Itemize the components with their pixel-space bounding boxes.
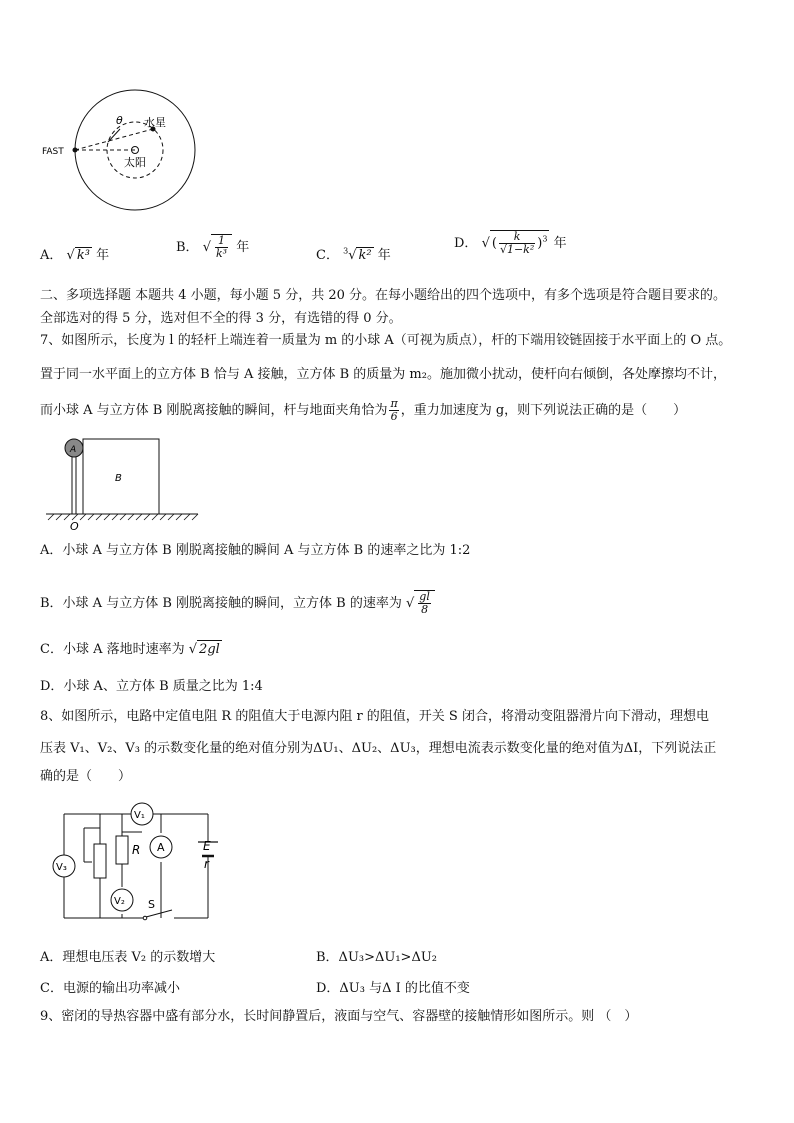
q6-option-d: D． √ ( $\frac{k}{\text{√1−k²}}$ )$^3$ 年 <box>454 230 567 256</box>
cube-b-label: B <box>115 473 122 484</box>
resistor-r <box>116 836 128 864</box>
q6-option-b: B． √ $\frac{1}{\text{k³}}$ 年 <box>176 234 250 260</box>
switch-lever <box>146 910 172 917</box>
q7-option-b: B．小球 A 与立方体 B 刚脱离接触的瞬间，立方体 B 的速率为 √ $\frac{gl}{8}$ <box>40 590 435 616</box>
circuit-wires <box>64 814 208 918</box>
voltmeter-v3-label: V₃ <box>56 862 67 873</box>
q7-line1: 7、如图所示，长度为 l 的轻杆上端连着一质量为 m 的小球 A（可视为质点），杆的下端用铰链固接于水平面上的 O 点。 <box>40 333 732 348</box>
q8-option-d: D．ΔU₃ 与Δ I 的比值不变 <box>316 981 470 996</box>
q8-line3: 确的是（ ） <box>40 769 132 784</box>
q8-option-c: C．电源的输出功率减小 <box>40 981 180 996</box>
q7-option-a: A．小球 A 与立方体 B 刚脱离接触的瞬间 A 与立方体 B 的速率之比为 1:2 <box>40 543 471 558</box>
mercury-label: 水星 <box>144 116 166 129</box>
fast-label: FAST <box>42 147 64 157</box>
ammeter-label: A <box>157 841 165 854</box>
rheostat <box>94 844 106 878</box>
emf-label: E <box>203 839 211 853</box>
voltmeter-v1-label: V₁ <box>134 810 145 821</box>
q7-rod-cube-figure <box>40 434 210 534</box>
section2-line2: 全部选对的得 5 分，选对但不全的得 3 分，有选错的得 0 分。 <box>40 311 402 326</box>
q8-line2: 压表 V₁、V₂、V₃ 的示数变化量的绝对值分别为ΔU₁、ΔU₂、ΔU₃，理想电流表示数变化量的绝对值为ΔI，下列说法正 <box>40 741 717 756</box>
internal-r-label: r <box>204 857 209 871</box>
q7-line3: 而小球 A 与立方体 B 刚脱离接触的瞬间，杆与地面夹角恰为 $\frac{\pi}{6}$ ，重力加速度为 g，则下列说法正确的是（ ） <box>40 397 687 423</box>
theta-label: θ <box>116 114 123 127</box>
q7-option-d: D．小球 A、立方体 B 质量之比为 1:4 <box>40 679 263 694</box>
sun-label: 太阳 <box>124 156 146 169</box>
fast-orbit-figure <box>40 84 210 214</box>
q6-option-a: A． √ k³ 年 <box>40 248 110 263</box>
q8-line1: 8、如图所示，电路中定值电阻 R 的阻值大于电源内阻 r 的阻值，开关 S 闭合，将滑动变阻器滑片向下滑动，理想电 <box>40 709 709 724</box>
voltmeter-v2-label: V₂ <box>114 896 125 907</box>
q9-line1: 9、密闭的导热容器中盛有部分水，长时间静置后，液面与空气、容器壁的接触情形如图所示。则 （ ） <box>40 1009 638 1024</box>
q8-option-b: B．ΔU₃>ΔU₁>ΔU₂ <box>316 950 438 965</box>
q7-line2: 置于同一水平面上的立方体 B 恰与 A 接触，立方体 B 的质量为 m₂。施加微小扰动，使杆向右倾倒，各处摩擦均不计， <box>40 367 726 382</box>
pivot-o-label: O <box>70 520 79 533</box>
section2-line1: 二、多项选择题 本题共 4 小题，每小题 5 分，共 20 分。在每小题给出的四个选项中，有多个选项是符合题目要求的。 <box>40 288 727 303</box>
ball-a-label: A <box>70 445 77 455</box>
resistor-r-label: R <box>132 843 141 857</box>
switch-label: S <box>148 898 155 911</box>
q8-option-a: A．理想电压表 V₂ 的示数增大 <box>40 950 216 965</box>
q6-option-c: C． $^3$√ k² 年 <box>316 246 391 263</box>
q7-option-c: C．小球 A 落地时速率为 √ 2gl <box>40 642 220 657</box>
q8-circuit-figure <box>48 800 228 924</box>
